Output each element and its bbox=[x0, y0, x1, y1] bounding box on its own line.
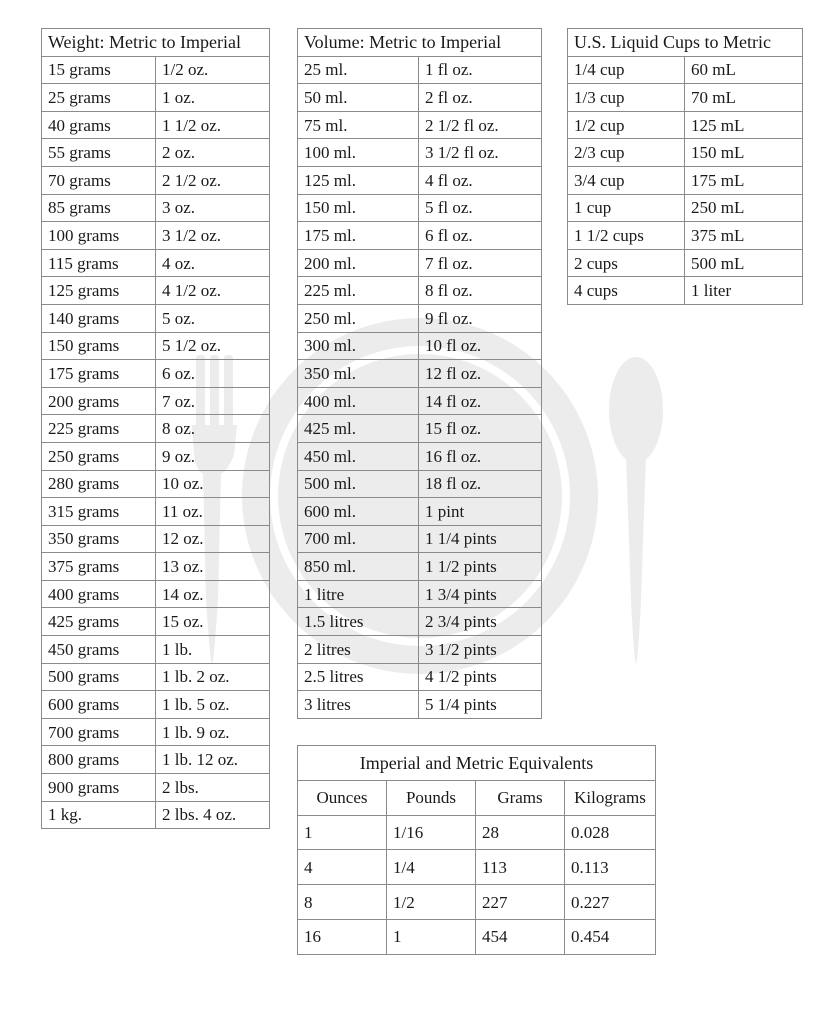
table-cell: 16 bbox=[298, 919, 387, 954]
table-cell: 2 lbs. 4 oz. bbox=[156, 801, 270, 829]
table-row bbox=[298, 56, 542, 84]
table-cell: 125 ml. bbox=[298, 166, 419, 194]
table-cell: 150 mL bbox=[685, 139, 803, 167]
table-cell: 1 fl oz. bbox=[419, 56, 542, 84]
table-row bbox=[42, 774, 270, 802]
weight-table-body bbox=[42, 56, 270, 829]
table-row bbox=[298, 360, 542, 388]
table-cell: 250 grams bbox=[42, 442, 156, 470]
table-cell: 140 grams bbox=[42, 304, 156, 332]
table-cell: 4 bbox=[298, 850, 387, 885]
table-row bbox=[568, 249, 803, 277]
equivalents-table-title: Imperial and Metric Equivalents bbox=[298, 746, 656, 781]
table-cell: 28 bbox=[476, 815, 565, 850]
table-cell: 2 fl oz. bbox=[419, 84, 542, 112]
table-cell: 113 bbox=[476, 850, 565, 885]
table-cell: 400 grams bbox=[42, 580, 156, 608]
table-cell: 1 oz. bbox=[156, 84, 270, 112]
table-row bbox=[42, 553, 270, 581]
table-cell: 1.5 litres bbox=[298, 608, 419, 636]
table-cell: 1 kg. bbox=[42, 801, 156, 829]
table-cell: 14 oz. bbox=[156, 580, 270, 608]
table-cell: 4 1/2 oz. bbox=[156, 277, 270, 305]
table-header-row bbox=[298, 29, 542, 57]
table-cell: 40 grams bbox=[42, 111, 156, 139]
table-cell: 350 grams bbox=[42, 525, 156, 553]
table-row bbox=[42, 360, 270, 388]
table-cell: 450 ml. bbox=[298, 442, 419, 470]
table-cell: 5 oz. bbox=[156, 304, 270, 332]
table-row bbox=[42, 580, 270, 608]
table-cell: 1 3/4 pints bbox=[419, 580, 542, 608]
table-row bbox=[42, 801, 270, 829]
table-cell: 11 oz. bbox=[156, 498, 270, 526]
table-cell: 2 3/4 pints bbox=[419, 608, 542, 636]
table-cell: 12 fl oz. bbox=[419, 360, 542, 388]
table-cell: 15 fl oz. bbox=[419, 415, 542, 443]
table-row bbox=[42, 498, 270, 526]
table-cell: 315 grams bbox=[42, 498, 156, 526]
table-cell: 0.454 bbox=[565, 919, 656, 954]
table-header-row bbox=[298, 746, 656, 781]
table-cell: 4 1/2 pints bbox=[419, 663, 542, 691]
table-cell: 25 grams bbox=[42, 84, 156, 112]
table-cell: 450 grams bbox=[42, 636, 156, 664]
table-row bbox=[42, 442, 270, 470]
table-cell: 1/4 cup bbox=[568, 56, 685, 84]
table-cell: 1/2 oz. bbox=[156, 56, 270, 84]
table-cell: 227 bbox=[476, 885, 565, 920]
table-row bbox=[298, 166, 542, 194]
table-header-row bbox=[568, 29, 803, 57]
table-cell: 700 ml. bbox=[298, 525, 419, 553]
table-cell: 8 oz. bbox=[156, 415, 270, 443]
table-cell: 1 litre bbox=[298, 580, 419, 608]
column-header-pounds: Pounds bbox=[387, 780, 476, 815]
table-row bbox=[42, 222, 270, 250]
table-cell: 7 fl oz. bbox=[419, 249, 542, 277]
table-cell: 200 grams bbox=[42, 387, 156, 415]
table-cell: 16 fl oz. bbox=[419, 442, 542, 470]
table-cell: 800 grams bbox=[42, 746, 156, 774]
table-cell: 425 grams bbox=[42, 608, 156, 636]
table-row bbox=[298, 84, 542, 112]
table-row bbox=[298, 111, 542, 139]
equivalents-table-body bbox=[298, 815, 656, 954]
table-cell: 1 bbox=[387, 919, 476, 954]
table-cell: 13 oz. bbox=[156, 553, 270, 581]
table-cell: 1 pint bbox=[419, 498, 542, 526]
table-cell: 3 1/2 pints bbox=[419, 636, 542, 664]
table-cell: 280 grams bbox=[42, 470, 156, 498]
table-cell: 175 ml. bbox=[298, 222, 419, 250]
table-row bbox=[298, 525, 542, 553]
table-cell: 12 oz. bbox=[156, 525, 270, 553]
column-header-kilograms: Kilograms bbox=[565, 780, 656, 815]
table-cell: 8 bbox=[298, 885, 387, 920]
table-cell: 50 ml. bbox=[298, 84, 419, 112]
table-cell: 4 fl oz. bbox=[419, 166, 542, 194]
table-cell: 2 litres bbox=[298, 636, 419, 664]
table-cell: 6 fl oz. bbox=[419, 222, 542, 250]
table-row bbox=[298, 387, 542, 415]
table-cell: 1/2 cup bbox=[568, 111, 685, 139]
table-cell: 454 bbox=[476, 919, 565, 954]
table-cell: 3 litres bbox=[298, 691, 419, 719]
table-cell: 2/3 cup bbox=[568, 139, 685, 167]
table-cell: 1/2 bbox=[387, 885, 476, 920]
table-cell: 850 ml. bbox=[298, 553, 419, 581]
table-cell: 5 1/2 oz. bbox=[156, 332, 270, 360]
table-cell: 100 ml. bbox=[298, 139, 419, 167]
table-cell: 6 oz. bbox=[156, 360, 270, 388]
table-row bbox=[298, 194, 542, 222]
table-cell: 1/16 bbox=[387, 815, 476, 850]
table-cell: 425 ml. bbox=[298, 415, 419, 443]
cups-conversion-table bbox=[567, 28, 803, 305]
table-cell: 1 lb. 12 oz. bbox=[156, 746, 270, 774]
table-row bbox=[568, 222, 803, 250]
cups-table-title: U.S. Liquid Cups to Metric bbox=[568, 29, 803, 57]
weight-table-title: Weight: Metric to Imperial bbox=[42, 29, 270, 57]
table-cell: 55 grams bbox=[42, 139, 156, 167]
cups-table-body bbox=[568, 56, 803, 304]
table-row bbox=[298, 691, 542, 719]
table-row bbox=[568, 84, 803, 112]
table-row bbox=[568, 56, 803, 84]
table-cell: 1 lb. 2 oz. bbox=[156, 663, 270, 691]
table-row bbox=[298, 222, 542, 250]
column-header-grams: Grams bbox=[476, 780, 565, 815]
table-cell: 150 ml. bbox=[298, 194, 419, 222]
table-row bbox=[42, 194, 270, 222]
table-row bbox=[298, 608, 542, 636]
table-cell: 1 1/4 pints bbox=[419, 525, 542, 553]
table-row bbox=[42, 525, 270, 553]
volume-conversion-table bbox=[297, 28, 542, 719]
table-row bbox=[42, 249, 270, 277]
table-cell: 0.028 bbox=[565, 815, 656, 850]
table-row bbox=[298, 304, 542, 332]
table-row bbox=[42, 415, 270, 443]
table-row bbox=[298, 636, 542, 664]
table-cell: 350 ml. bbox=[298, 360, 419, 388]
table-row bbox=[298, 580, 542, 608]
table-cell: 1 lb. 5 oz. bbox=[156, 691, 270, 719]
volume-table-body bbox=[298, 56, 542, 718]
table-row bbox=[298, 885, 656, 920]
table-cell: 9 oz. bbox=[156, 442, 270, 470]
table-cell: 900 grams bbox=[42, 774, 156, 802]
table-cell: 500 mL bbox=[685, 249, 803, 277]
table-row bbox=[42, 608, 270, 636]
table-cell: 8 fl oz. bbox=[419, 277, 542, 305]
weight-conversion-table bbox=[41, 28, 270, 829]
table-cell: 225 grams bbox=[42, 415, 156, 443]
table-cell: 1 lb. 9 oz. bbox=[156, 718, 270, 746]
table-cell: 1 1/2 pints bbox=[419, 553, 542, 581]
table-cell: 5 1/4 pints bbox=[419, 691, 542, 719]
table-cell: 25 ml. bbox=[298, 56, 419, 84]
table-cell: 2 cups bbox=[568, 249, 685, 277]
table-row bbox=[42, 691, 270, 719]
table-cell: 70 grams bbox=[42, 166, 156, 194]
table-cell: 2 oz. bbox=[156, 139, 270, 167]
table-cell: 1/3 cup bbox=[568, 84, 685, 112]
table-cell: 375 grams bbox=[42, 553, 156, 581]
table-cell: 375 mL bbox=[685, 222, 803, 250]
table-row bbox=[42, 636, 270, 664]
table-row bbox=[42, 166, 270, 194]
table-row bbox=[42, 84, 270, 112]
table-row bbox=[568, 139, 803, 167]
table-cell: 18 fl oz. bbox=[419, 470, 542, 498]
table-row bbox=[42, 56, 270, 84]
table-cell: 150 grams bbox=[42, 332, 156, 360]
table-row bbox=[298, 663, 542, 691]
table-cell: 700 grams bbox=[42, 718, 156, 746]
table-cell: 500 ml. bbox=[298, 470, 419, 498]
table-cell: 1 1/2 cups bbox=[568, 222, 685, 250]
table-cell: 85 grams bbox=[42, 194, 156, 222]
table-row bbox=[42, 111, 270, 139]
table-row bbox=[298, 850, 656, 885]
table-row bbox=[298, 919, 656, 954]
table-cell: 500 grams bbox=[42, 663, 156, 691]
table-cell: 400 ml. bbox=[298, 387, 419, 415]
table-cell: 10 oz. bbox=[156, 470, 270, 498]
table-row bbox=[298, 277, 542, 305]
table-cell: 600 grams bbox=[42, 691, 156, 719]
table-cell: 3 oz. bbox=[156, 194, 270, 222]
table-row bbox=[42, 304, 270, 332]
table-cell: 60 mL bbox=[685, 56, 803, 84]
table-cell: 15 grams bbox=[42, 56, 156, 84]
table-cell: 1/4 bbox=[387, 850, 476, 885]
volume-table-title: Volume: Metric to Imperial bbox=[298, 29, 542, 57]
table-row bbox=[298, 553, 542, 581]
table-cell: 1 1/2 oz. bbox=[156, 111, 270, 139]
table-row bbox=[568, 194, 803, 222]
table-cell: 1 liter bbox=[685, 277, 803, 305]
table-cell: 250 ml. bbox=[298, 304, 419, 332]
table-cell: 4 oz. bbox=[156, 249, 270, 277]
table-row bbox=[568, 111, 803, 139]
table-cell: 125 mL bbox=[685, 111, 803, 139]
table-cell: 100 grams bbox=[42, 222, 156, 250]
table-header-row bbox=[42, 29, 270, 57]
table-row bbox=[298, 249, 542, 277]
table-cell: 5 fl oz. bbox=[419, 194, 542, 222]
table-row bbox=[42, 332, 270, 360]
table-row bbox=[568, 166, 803, 194]
table-cell: 3 1/2 fl oz. bbox=[419, 139, 542, 167]
table-row bbox=[42, 139, 270, 167]
table-cell: 70 mL bbox=[685, 84, 803, 112]
table-cell: 175 grams bbox=[42, 360, 156, 388]
table-cell: 200 ml. bbox=[298, 249, 419, 277]
table-cell: 4 cups bbox=[568, 277, 685, 305]
table-cell: 2 1/2 fl oz. bbox=[419, 111, 542, 139]
table-cell: 175 mL bbox=[685, 166, 803, 194]
table-cell: 3/4 cup bbox=[568, 166, 685, 194]
table-row bbox=[298, 815, 656, 850]
column-header-ounces: Ounces bbox=[298, 780, 387, 815]
table-row bbox=[42, 470, 270, 498]
table-cell: 2.5 litres bbox=[298, 663, 419, 691]
table-cell: 600 ml. bbox=[298, 498, 419, 526]
table-row bbox=[298, 415, 542, 443]
column-header-row bbox=[298, 780, 656, 815]
table-cell: 2 lbs. bbox=[156, 774, 270, 802]
table-row bbox=[568, 277, 803, 305]
table-cell: 10 fl oz. bbox=[419, 332, 542, 360]
table-row bbox=[298, 139, 542, 167]
table-cell: 3 1/2 oz. bbox=[156, 222, 270, 250]
table-row bbox=[42, 387, 270, 415]
table-cell: 75 ml. bbox=[298, 111, 419, 139]
table-cell: 125 grams bbox=[42, 277, 156, 305]
table-cell: 9 fl oz. bbox=[419, 304, 542, 332]
table-row bbox=[42, 277, 270, 305]
table-cell: 1 lb. bbox=[156, 636, 270, 664]
table-row bbox=[298, 498, 542, 526]
table-cell: 7 oz. bbox=[156, 387, 270, 415]
table-row bbox=[298, 332, 542, 360]
table-cell: 115 grams bbox=[42, 249, 156, 277]
equivalents-table bbox=[297, 745, 656, 955]
table-cell: 2 1/2 oz. bbox=[156, 166, 270, 194]
table-cell: 14 fl oz. bbox=[419, 387, 542, 415]
table-row bbox=[42, 718, 270, 746]
table-row bbox=[42, 746, 270, 774]
table-cell: 225 ml. bbox=[298, 277, 419, 305]
table-row bbox=[298, 470, 542, 498]
table-row bbox=[298, 442, 542, 470]
table-cell: 0.227 bbox=[565, 885, 656, 920]
spoon-icon bbox=[609, 357, 663, 664]
table-cell: 1 cup bbox=[568, 194, 685, 222]
table-cell: 300 ml. bbox=[298, 332, 419, 360]
table-cell: 0.113 bbox=[565, 850, 656, 885]
table-cell: 15 oz. bbox=[156, 608, 270, 636]
table-cell: 1 bbox=[298, 815, 387, 850]
table-row bbox=[42, 663, 270, 691]
table-cell: 250 mL bbox=[685, 194, 803, 222]
